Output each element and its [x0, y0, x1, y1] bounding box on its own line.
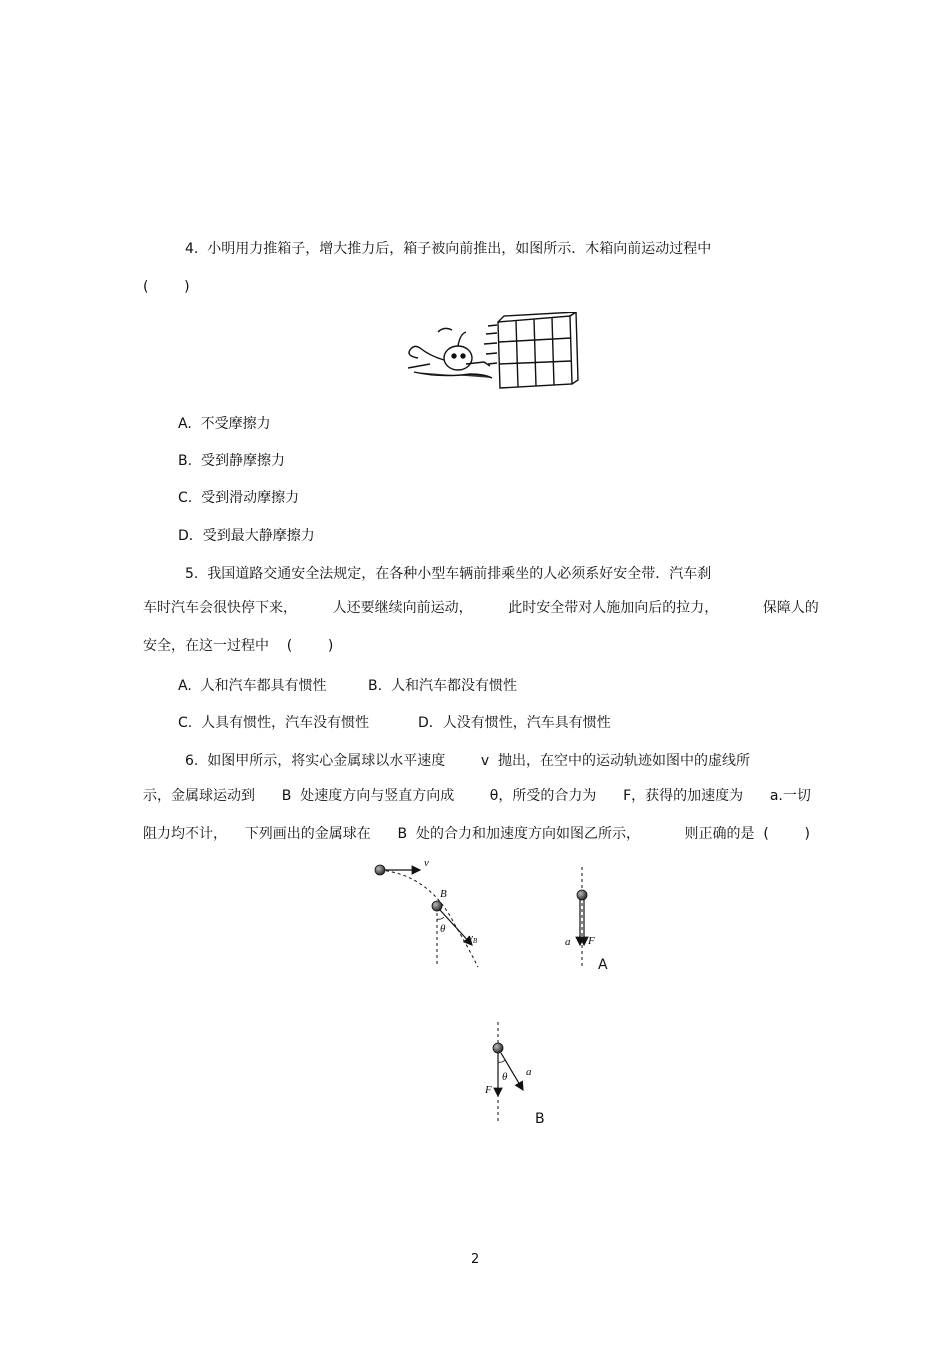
v-label: v	[424, 857, 429, 869]
q4-option-c: C. 受到滑动摩擦力	[178, 490, 300, 506]
q5-option-b: B. 人和汽车都没有惯性	[368, 678, 517, 694]
page-number: 2	[471, 1252, 480, 1267]
f-label: F	[588, 935, 595, 947]
q5-option-c: C. 人具有惯性，汽车没有惯性	[178, 715, 370, 731]
trajectory-diagram	[360, 855, 500, 975]
option-a-diagram	[555, 865, 605, 970]
q5-option-a: A. 人和汽车都具有惯性	[178, 678, 327, 694]
q4-option-a: A. 不受摩擦力	[178, 416, 271, 432]
q4-stem: 4. 小明用力推箱子，增大推力后，箱子被向前推出，如图所示．木箱向前运动过程中	[185, 241, 712, 257]
option-b-diagram	[475, 1018, 545, 1126]
a-label-b: a	[526, 1066, 532, 1078]
q5-stem-line1: 5. 我国道路交通安全法规定，在各种小型车辆前排乘坐的人必须系好安全带．汽车刹	[185, 566, 712, 582]
q5-stem-line3: 安全，在这一过程中 ( )	[143, 638, 334, 654]
q6-stem-line1: 6. 如图甲所示，将实心金属球以水平速度 v 抛出，在空中的运动轨迹如图中的虚线所	[185, 753, 751, 769]
option-b-label: B	[535, 1111, 545, 1127]
a-label: a	[565, 936, 571, 948]
q4-option-d: D．受到最大静摩擦力	[178, 528, 315, 544]
option-a-label: A	[598, 957, 608, 973]
vb-label: vB	[468, 932, 478, 945]
q6-stem-line2: 示，金属球运动到 B 处速度方向与竖直方向成 θ，所受的合力为 F，获得的加速度为 a.一切	[143, 788, 811, 804]
f-label-b: F	[485, 1084, 492, 1096]
theta-label: θ	[440, 923, 446, 935]
theta-label-b: θ	[502, 1071, 508, 1083]
b-point-label: B	[440, 888, 447, 900]
q5-option-d: D．人没有惯性，汽车具有惯性	[418, 715, 611, 731]
q4-answer-blank: ( )	[143, 279, 190, 295]
box-pushing-illustration	[400, 312, 582, 392]
q4-option-b: B. 受到静摩擦力	[178, 453, 285, 469]
q5-stem-line2: 车时汽车会很快停下来， 人还要继续向前运动， 此时安全带对人施加向后的拉力， 保障人的	[143, 600, 819, 616]
q6-stem-line3: 阻力均不计， 下列画出的金属球在 B 处的合力和加速度方向如图乙所示， 则正确的是 ( )	[143, 826, 810, 842]
